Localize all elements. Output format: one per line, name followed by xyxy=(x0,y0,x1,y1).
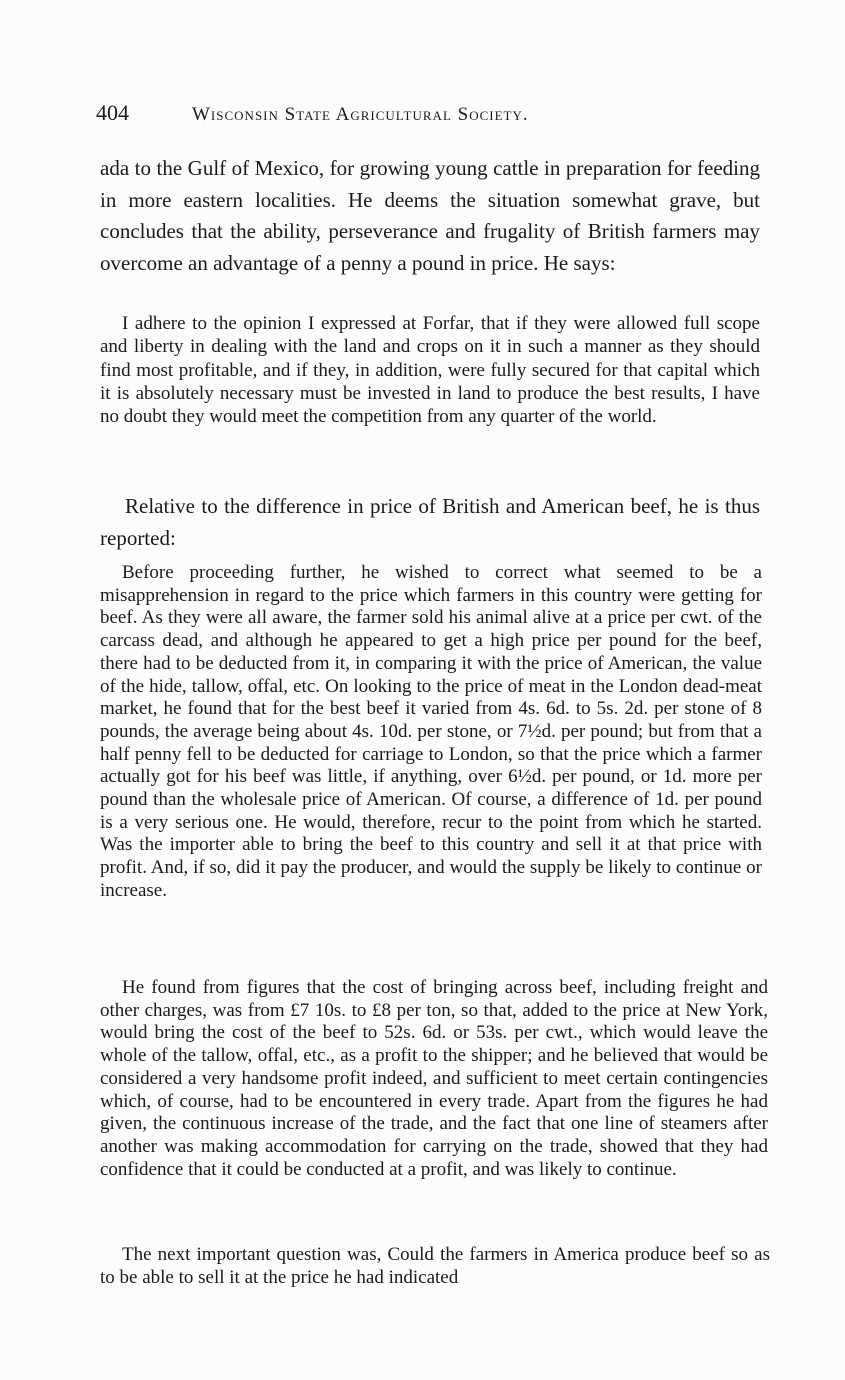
paragraph-relative: Relative to the difference in price of British and American beef, he is thus reported: xyxy=(100,494,760,550)
page-number: 404 xyxy=(96,100,129,125)
paragraph-intro: ada to the Gulf of Mexico, for growing young cattle in preparation for feeding in more eastern localities. He deems the situation somewhat grave, but concludes that the ability, perseverance and frugality of British farmers may overcome an advantage of a penny a pound in price. He says: xyxy=(100,156,760,275)
quote-beef-price: Before proceeding further, he wished to correct what seemed to be a misapprehension in regard to the price which farmers in this country were getting for beef. As they were all aware, the farmer sold his animal alive at a price per cwt. of the carcass dead, and although he appeared to get a high price per pound for the beef, there had to be deducted from it, in comparing it with the price of American, the value of the hide, tallow, offal, etc. On looking to the price of meat in the London dead-meat market, he found that for the best beef it varied from 4s. 6d. to 5s. 2d. per stone of 8 pounds, the average being about 4s. 10d. per stone, or 7½d. per pound; but from that a half penny fell to be deducted for carriage to London, so that the price which a farmer actually got for his beef was little, if anything, over 6½d. per pound, or 1d. more per pound than the wholesale price of American. Of course, a difference of 1d. per pound is a very serious one. He would, therefore, recur to the point from which he started. Was the importer able to bring the beef to this country and sell it at that price with profit. And, if so, did it pay the producer, and would the supply be likely to continue or increase. xyxy=(100,562,762,901)
quote-shipping-cost: He found from figures that the cost of bringing across beef, including freight and other charges, was from £7 10s. to £8 per ton, so that, added to the price at New York, would bring the cost of the beef to 52s. 6d. or 53s. per cwt., which would leave the whole of the tallow, offal, etc., as a profit to the shipper; and he believed that would be considered a very handsome profit indeed, and sufficient to meet certain contingencies which, of course, had to be encountered in every trade. Apart from the figures he had given, the continuous increase of the trade, and the fact that one line of steamers after another was making accommodation for carrying on the trade, showed that they had confidence that it could be conducted at a profit, and was likely to continue. xyxy=(100,977,768,1180)
quote-forfar: I adhere to the opinion I expressed at Forfar, that if they were allowed full scope and liberty in dealing with the land and crops on it in such a manner as they should find most profitable, and if they, in addition, were fully secured for that capital which it is absolutely necessary must be invested in land to produce the best results, I have no doubt they would meet the competition from any quarter of the world. xyxy=(100,313,760,428)
running-title: Wisconsin State Agricultural Society. xyxy=(192,104,529,125)
quote-next-question: The next important question was, Could the farmers in America produce beef so as to be able to sell it at the price he had indicated xyxy=(100,1244,770,1288)
page-header xyxy=(96,100,776,132)
